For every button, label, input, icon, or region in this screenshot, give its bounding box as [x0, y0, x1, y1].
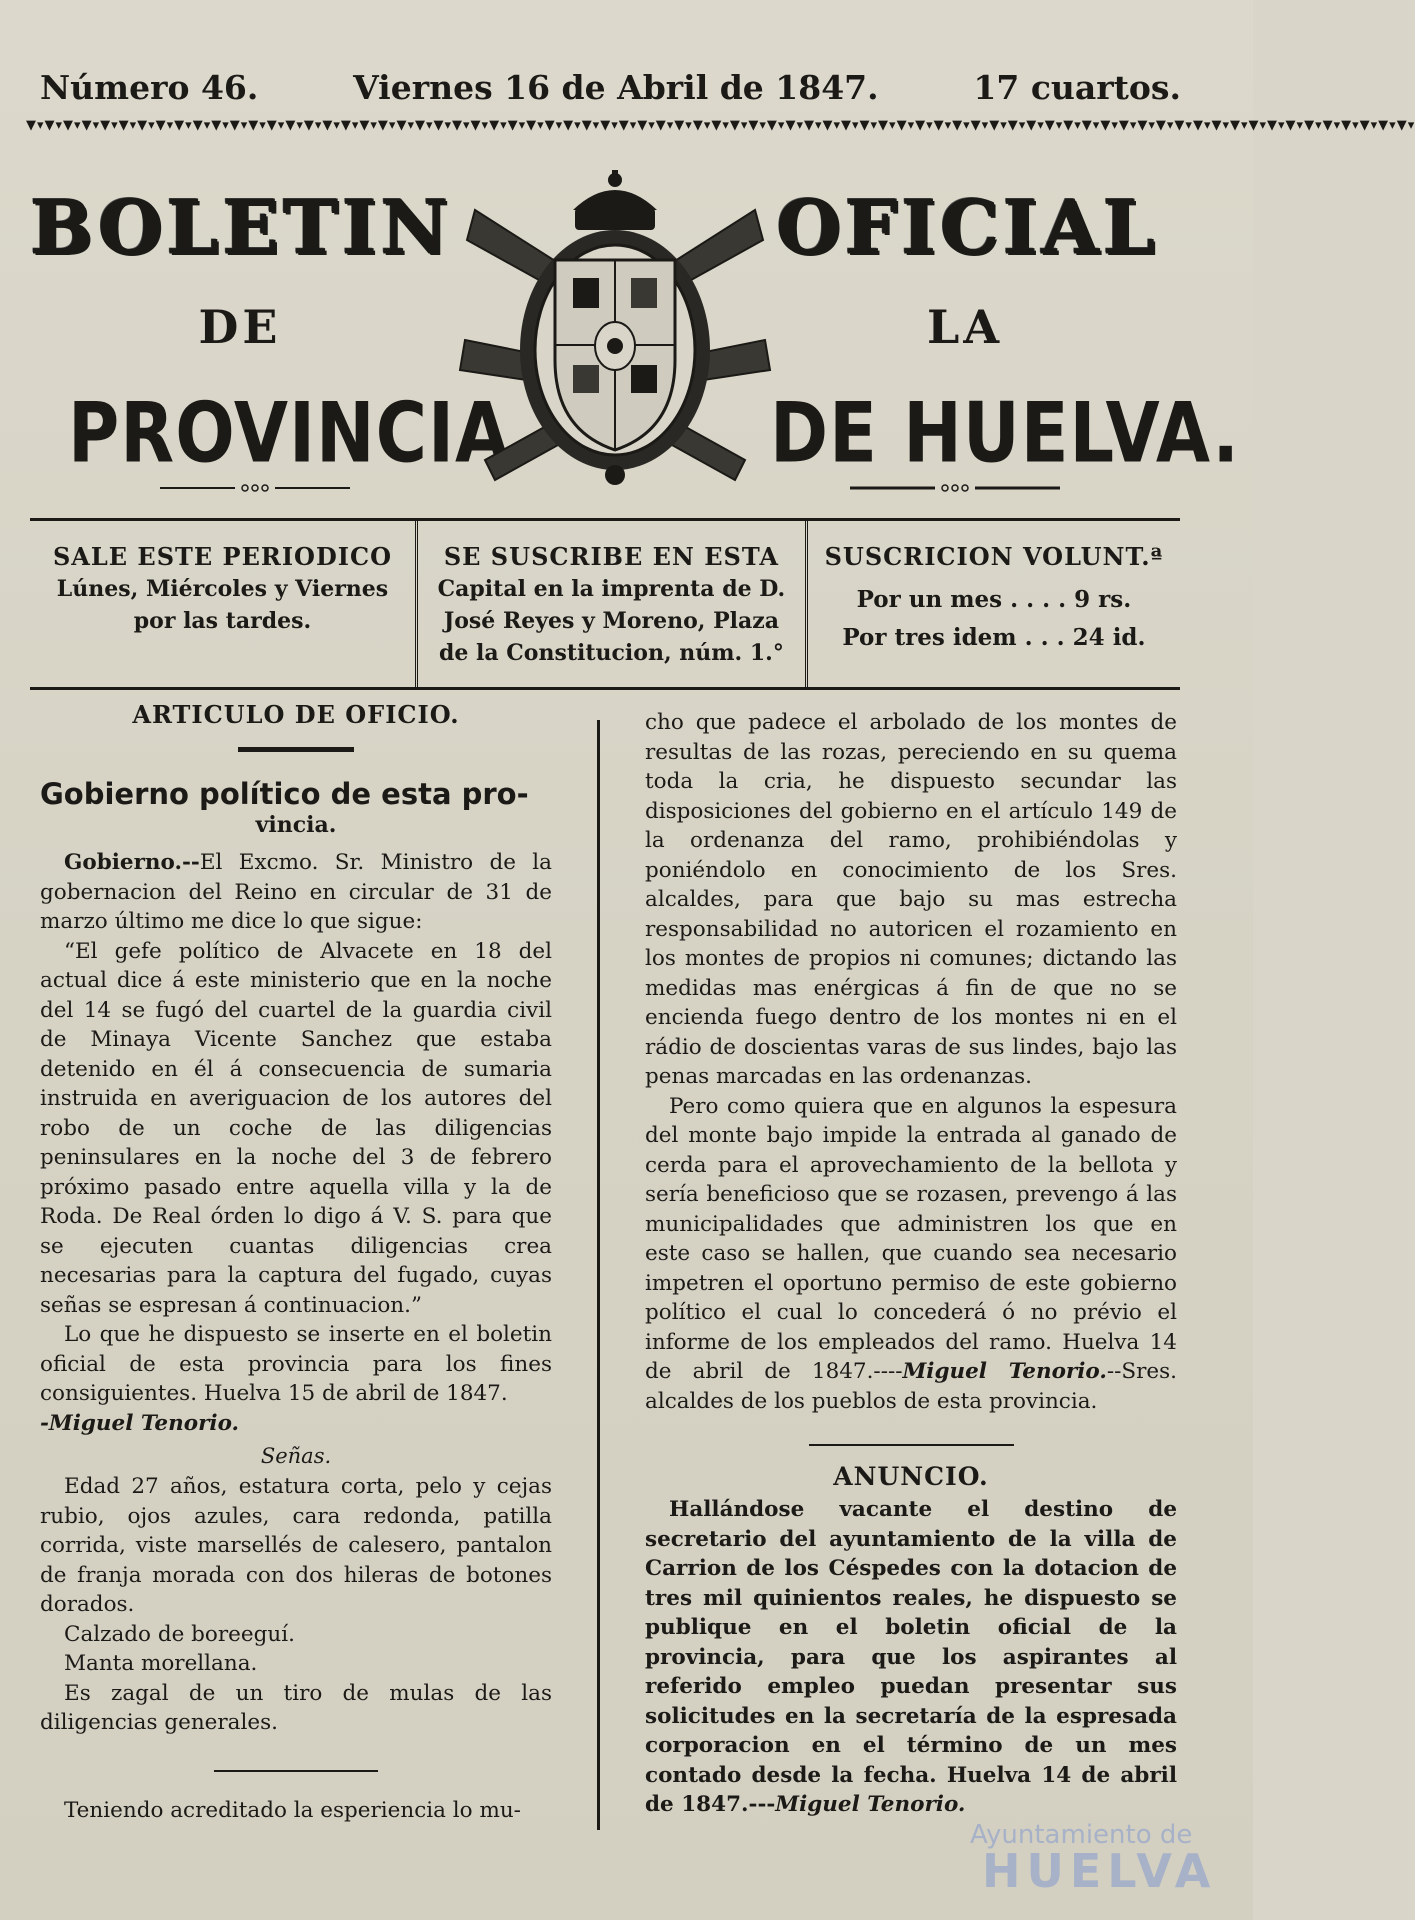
description-shoes: Calzado de boreeguí. — [64, 1621, 295, 1647]
ornament-rule-left — [160, 483, 350, 493]
issue-number: Número 46. — [40, 67, 259, 107]
masthead-boletin: BOLETIN — [30, 185, 453, 271]
section-rule — [238, 747, 354, 752]
article-paragraph-2: “El gefe político de Alvacete en 18 del actual dice á este ministerio que en la noche del 14 se fugó del cuartel de la guardia civil de Minaya Vicente Sanchez que estaba detenido en él á consecuencia de sumaria instruida en averiguacion de los autores del robo de un coche de las diligencias peninsulares en la noche del 3 de febrero próximo pasado entre aquella villa y la de Roda. De Real órden lo digo á V. S. para que se ejecuten cuantas diligencias crea necesarias para la captura del fugado, cuyas señas se espresan á continuacion.” — [40, 938, 552, 1318]
prices-title: SUSCRICION VOLUNT.ª — [824, 542, 1164, 571]
article-title-continued: vincia. — [255, 812, 337, 838]
paragraph-1-text: El Excmo. Sr. Ministro de la gobernacion del Reino en circular de 31 de marzo último me dice lo que sigue: — [40, 850, 552, 934]
article-paragraph-3 — [40, 1320, 552, 1438]
right-column — [645, 708, 1177, 1820]
anuncio-heading: ANUNCIO. — [833, 1462, 989, 1491]
separator-rule — [214, 1770, 378, 1772]
price-three-months: Por tres idem . . . 24 id. — [842, 624, 1146, 651]
schedule-time: por las tardes. — [133, 608, 312, 634]
issue-line — [40, 62, 1181, 112]
subscription-line-1: Capital en la imprenta de D. — [437, 576, 786, 602]
anuncio-rule — [809, 1444, 1014, 1446]
anuncio-signature: Miguel Tenorio. — [775, 1792, 966, 1817]
schedule-days: Lúnes, Miércoles y Viernes — [56, 576, 389, 602]
watermark — [850, 1820, 1216, 1898]
schedule-title: SALE ESTE PERIODICO — [52, 542, 393, 571]
issue-date: Viernes 16 de Abril de 1847. — [353, 67, 879, 107]
description-occupation: Es zagal de un tiro de mulas de las diligencias generales. — [40, 1680, 552, 1735]
right-signature: Miguel Tenorio. — [902, 1359, 1107, 1384]
masthead-de: DE — [198, 300, 282, 354]
publication-schedule — [30, 521, 418, 687]
senas-heading: Señas. — [260, 1444, 332, 1468]
subscription-info-box — [30, 518, 1180, 690]
ornamental-border: ▼▾▼▾▼▾▼▾▼▾▼▾▼▾▼▾▼▾▼▾▼▾▼▾▼▾▼▾▼▾▼▾▼▾▼▾▼▾▼▾▼▾▼▾▼▾▼▾▼▾▼▾▼▾▼▾▼▾▼▾▼▾▼▾▼▾▼▾▼▾▼▾▼▾▼▾▼▾▼▾▼▾▼▾▼▾▼▾▼▾▼▾▼▾▼▾▼▾▼▾▼▾▼▾▼▾▼▾▼▾▼▾▼▾▼▾▼▾▼▾▼▾▼▾▼▾▼▾▼▾▼▾▼▾▼▾▼▾▼▾▼▾▼▾▼▾▼▾▼▾ — [26, 118, 1415, 133]
article-continued-line: Teniendo acreditado la esperiencia lo mu- — [64, 1797, 521, 1823]
subscription-line-3: de la Constitucion, núm. 1.° — [438, 640, 784, 666]
left-column — [40, 700, 552, 1825]
column-divider — [597, 720, 600, 1830]
description-blanket: Manta morellana. — [64, 1651, 258, 1676]
right-paragraph-1: cho que padece el arbolado de los montes de resultas de las rozas, pereciendo en su quema toda la cria, he dispuesto secundar las disposiciones del gobierno en el artículo 149 de la ordenanza del ramo, prohibiéndolas y poniéndolo en conocimiento de los Sres. alcaldes, para que bajo su mas estrecha responsabilidad no autoricen el rozamiento en los montes de propios ni comunes; dictando las medidas mas enérgicas á fin de que no se encienda fuego dentro de los montes ni en el rádio de doscientas varas de sus lindes, bajo las penas marcadas en las ordenanzas. — [645, 710, 1177, 1089]
right-paragraph-2-text: Pero como quiera que en algunos la espesura del monte bajo impide la entrada al ganado de cerda para el aprovechamiento de la bellota y sería beneficioso que se rozasen, prevengo á las municipalidades que administren los que en este caso se hallen, que cuando sea necesario impetren el oportuno permiso de este gobierno político el cual lo concederá ó no prévio el informe de los empleados del ramo. Huelva 14 de abril de 1847.---- — [645, 1093, 1177, 1384]
subscription-prices — [808, 521, 1180, 687]
masthead-la: LA — [926, 300, 1004, 354]
signature: -Miguel Tenorio. — [40, 1410, 240, 1436]
anuncio-paragraph — [645, 1495, 1177, 1820]
right-paragraph-2 — [645, 1092, 1177, 1417]
ornament-rule-right — [850, 483, 1060, 493]
subscription-location — [418, 521, 808, 687]
article-title: Gobierno político de esta pro- — [40, 777, 529, 811]
watermark-line-2: HUELVA — [982, 1844, 1217, 1898]
paragraph-lead: Gobierno.-- — [64, 850, 200, 875]
description-paragraph: Edad 27 años, estatura corta, pelo y cejas rubio, ojos azules, cara redonda, patilla corrida, viste marsellés de calesero, pantalon de franja morada con dos hileras de botones dorados. — [40, 1474, 552, 1617]
issue-price: 17 cuartos. — [973, 67, 1181, 107]
watermark-line-1: Ayuntamiento de — [970, 1820, 1193, 1850]
masthead-provincia: PROVINCIA — [68, 385, 511, 482]
section-heading: ARTICULO DE OFICIO. — [132, 700, 460, 729]
subscription-title: SE SUSCRIBE EN ESTA — [443, 542, 779, 571]
royal-coat-of-arms-icon — [455, 170, 775, 500]
article-paragraph-1 — [40, 848, 552, 937]
price-one-month: Por un mes . . . . 9 rs. — [856, 586, 1132, 613]
subscription-line-2: José Reyes y Moreno, Plaza — [443, 608, 780, 634]
anuncio-text: Hallándose vacante el destino de secretario del ayuntamiento de la villa de Carrion de los Céspedes con la dotacion de tres mil quinientos reales, he dispuesto se publique en el boletin oficial de la provincia, para que los aspirantes al referido empleo puedan presentar sus solicitudes en la secretaría de la espresada corporacion en el término de un mes contado desde la fecha. Huelva 14 de abril de 1847.--- — [645, 1497, 1177, 1817]
paragraph-3-text: Lo que he dispuesto se inserte en el boletin oficial de esta provincia para los fines consiguientes. Huelva 15 de abril de 1847. — [40, 1322, 552, 1406]
right-paragraph-2-end: --Sres. alcaldes de los pueblos de esta provincia. — [645, 1359, 1177, 1414]
masthead-de-huelva: DE HUELVA. — [770, 385, 1240, 482]
masthead-oficial: OFICIAL — [776, 185, 1159, 271]
